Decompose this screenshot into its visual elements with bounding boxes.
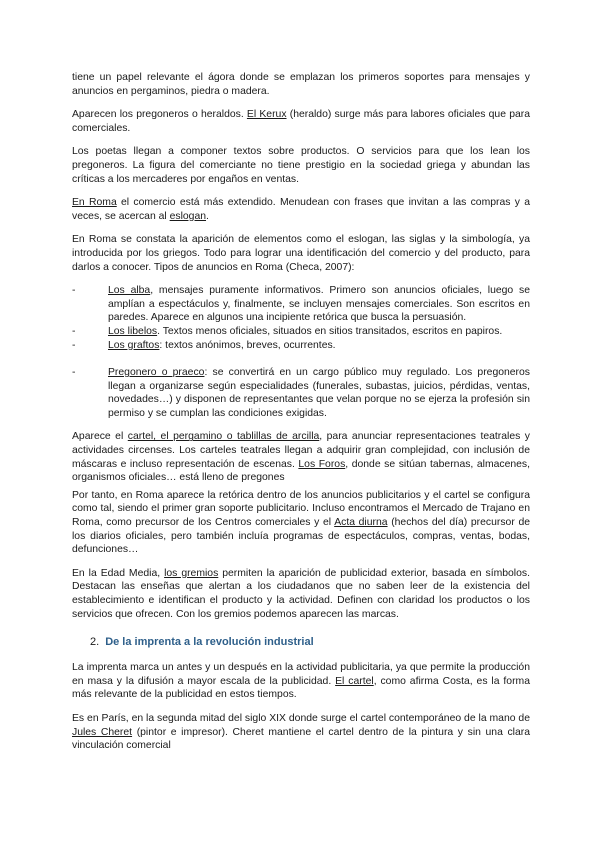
list-item-pregonero	[72, 366, 530, 420]
link-pregonero[interactable]: Pregonero o praeco	[108, 367, 205, 379]
list-dash: -	[72, 325, 76, 337]
paragraph-cartel	[72, 430, 530, 484]
link-eslogan[interactable]: eslogan	[169, 210, 207, 222]
link-los-gremios[interactable]: los gremios	[164, 567, 219, 579]
paragraph-paris	[72, 712, 530, 753]
paragraph-elementos: En Roma se constata la aparición de elementos como el eslogan, las siglas y la simbología, ya introducida por los griegos. Todo para lograr una identificación del comercio y del producto, para darlos a conocer. Tipos de anuncios en Roma (Checa, 2007):	[72, 234, 530, 273]
link-jules-cheret[interactable]: Jules Cheret	[72, 726, 133, 738]
text: En la Edad Media,	[72, 567, 165, 579]
text: Es en París, en la segunda mitad del siglo XIX donde surge el cartel contemporáneo de la mano de	[72, 712, 530, 724]
text: . Textos menos oficiales, situados en sitios transitados, escritos en papiros.	[157, 325, 503, 337]
text: La imprenta marca un antes y un después en la actividad publicitaria, ya que permite la producción en masa y la difusión a mayor escala de la publicidad.	[72, 662, 530, 687]
list-text	[108, 366, 530, 420]
text: (heraldo) surge más para labores oficiales que para comerciales.	[72, 109, 530, 134]
text: Aparecen los pregoneros o heraldos.	[72, 109, 247, 121]
text: , como afirma Costa, es la forma más relevante de la publicidad en estos tiempos.	[72, 675, 530, 701]
list-item	[72, 339, 530, 353]
text: , mensajes puramente informativos. Primero son anuncios oficiales, luego se amplían a espectáculos y, finalmente, se incluyen mensajes comerciales. Son escritos en paredes. Aparece en algunos una incipiente retórica que busca la persuasión.	[108, 285, 530, 324]
link-acta-diurna[interactable]: Acta diurna	[334, 517, 388, 529]
link-el-kerux[interactable]: El Kerux	[246, 109, 287, 121]
paragraph-agora: tiene un papel relevante el ágora donde se emplazan los primeros soportes para mensajes y anuncios en pergaminos, piedra o madera.	[72, 72, 530, 97]
text: : textos anónimos, breves, ocurrentes.	[159, 339, 336, 351]
text: , para anunciar representaciones teatrales y actividades circenses. Los carteles teatrales llegan a adquirir gran complejidad, con inclusión de máscaras e incluso representación de escenas.	[72, 431, 531, 470]
list-dash: -	[72, 367, 76, 379]
text: el comercio está más extendido. Menudean con frases que invitan a las compras y a veces, se acercan al	[72, 197, 530, 222]
list-text	[108, 339, 530, 353]
link-el-cartel[interactable]: El cartel	[335, 675, 374, 687]
paragraph-poetas: Los poetas llegan a componer textos sobre productos. O servicios para que los lean los pregoneros. La figura del comerciante no tiene prestigio en la sociedad griega y abundan las críticas a los mercaderes por engaños en ventas.	[72, 146, 530, 185]
link-los-libelos[interactable]: Los libelos	[108, 325, 158, 337]
text: (pintor e impresor). Cheret mantiene el cartel dentro de la pintura y sin una clara vinculación comercial	[72, 726, 531, 752]
paragraph-edad-media	[72, 567, 530, 621]
list-item	[72, 284, 530, 325]
document-page	[72, 71, 530, 753]
text: : se convertirá en un cargo público muy regulado. Los pregoneros llegan a organizarse según especialidades (funerales, subastas, juicios, pérdidas, ventas, novedades…) y disponen de representantes que velan porque no se ejerza la profesión sin permiso y se cumplan las condiciones exigidas.	[108, 367, 530, 419]
text: , donde se sitúan tabernas, almacenes, organismos oficiales… está lleno de pregones	[72, 458, 530, 484]
list-text	[108, 325, 530, 339]
list-dash: -	[72, 285, 76, 297]
link-en-roma[interactable]: En Roma	[72, 197, 117, 209]
link-los-foros[interactable]: Los Foros	[298, 458, 346, 470]
paragraph-pregoneros	[72, 108, 530, 135]
text: .	[206, 210, 209, 222]
link-cartel-pergamino[interactable]: cartel, el pergamino o tablillas de arcilla	[127, 431, 320, 443]
list-item	[72, 325, 530, 339]
list-dash: -	[72, 339, 76, 351]
anuncios-list	[72, 284, 530, 352]
paragraph-en-roma	[72, 196, 530, 223]
section-heading	[90, 635, 530, 649]
list-text	[108, 284, 530, 325]
text: Por tanto, en Roma aparece la retórica dentro de los anuncios publicitarios y el cartel se configura como tal, siendo el primer gran soporte publicitario. Incluso encontramos el Mercado de Trajano en Roma, como precursor de los Centros comerciales y el	[72, 489, 530, 529]
text: Aparece el	[72, 431, 128, 443]
heading-title: De la imprenta a la revolución industrial	[105, 636, 314, 649]
text: (hechos del día) precursor de los diarios oficiales, pero también incluía programas de espectáculos, compras, ventas, bodas, defunciones…	[72, 517, 531, 556]
heading-number: 2.	[90, 636, 100, 649]
text: permiten la aparición de publicidad exterior, basada en símbolos. Destacan las enseñas que alertan a los ciudadanos que no saben leer de la existencia del establecimiento e identifican el producto y la actividad. Definen con claridad los productos o los servicios que ofrecen. Con los gremios podemos aparecen las marcas.	[72, 567, 530, 620]
link-los-graftos[interactable]: Los graftos	[108, 339, 160, 351]
paragraph-imprenta	[72, 661, 530, 702]
paragraph-por-tanto	[72, 489, 530, 557]
link-los-alba[interactable]: Los alba	[108, 285, 151, 297]
